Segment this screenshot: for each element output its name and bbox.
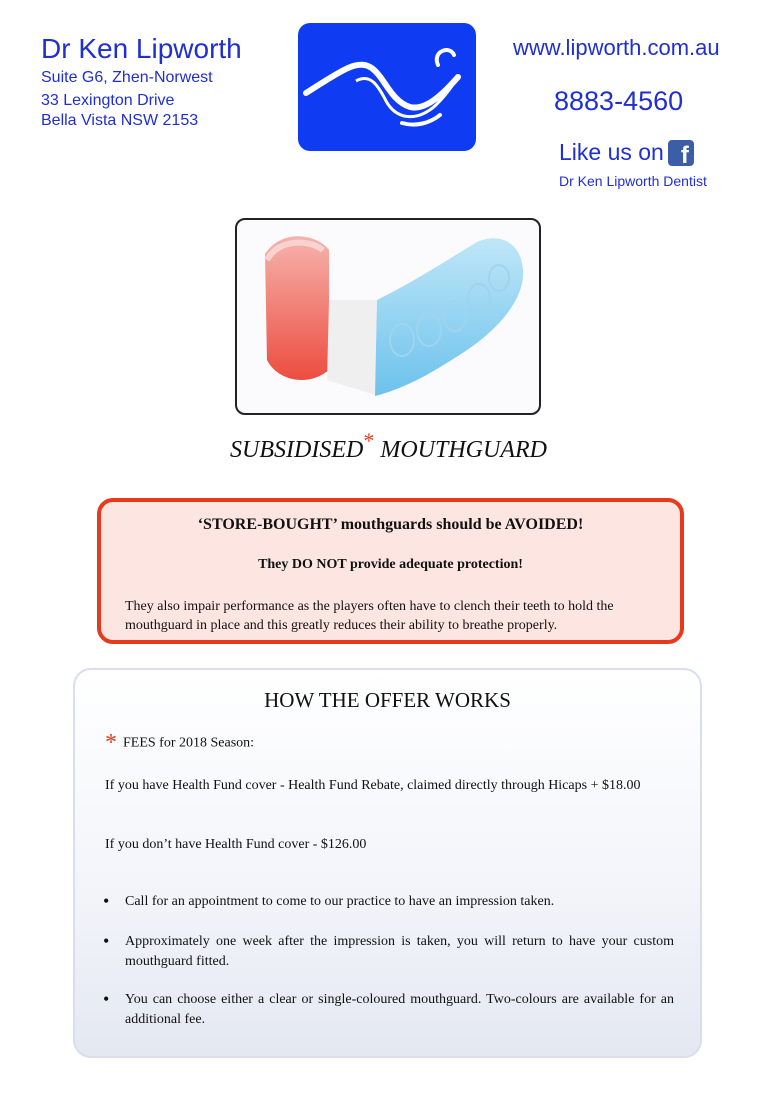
practice-logo bbox=[298, 23, 476, 151]
list-item-text: Call for an appointment to come to our practice to have an impression taken. bbox=[125, 894, 555, 909]
facebook-like[interactable] bbox=[559, 139, 694, 169]
fees-label: FEES for 2018 Season: bbox=[123, 735, 255, 751]
warning-box bbox=[97, 498, 684, 644]
facebook-page-name[interactable]: Dr Ken Lipworth Dentist bbox=[559, 173, 707, 189]
warning-body: They also impair performance as the players often have to clench their teeth to hold the mouthguard in place and this greatly reduces their ability to breathe properly. bbox=[125, 599, 614, 633]
website-link[interactable]: www.lipworth.com.au bbox=[513, 35, 720, 60]
list-item bbox=[103, 990, 674, 1030]
title-text-2: MOUTHGUARD bbox=[380, 437, 547, 463]
fee-with-health-fund: If you have Health Fund cover - Health Fund Rebate, claimed directly through Hicaps + $18.00 bbox=[105, 778, 641, 793]
list-item bbox=[103, 932, 674, 972]
address-line-3: Bella Vista NSW 2153 bbox=[41, 112, 199, 129]
bullet-dot: • bbox=[103, 989, 110, 1009]
fees-label-row bbox=[105, 730, 254, 757]
fees-asterisk: * bbox=[105, 730, 117, 756]
list-item-text: You can choose either a clear or single-coloured mouthguard. Two-colours are available for an additional fee. bbox=[125, 992, 674, 1027]
fee-without-health-fund: If you don’t have Health Fund cover - $126.00 bbox=[105, 837, 367, 852]
list-item bbox=[103, 892, 674, 912]
warning-subheading: They DO NOT provide adequate protection! bbox=[258, 557, 523, 572]
title-text: SUBSIDISED bbox=[230, 437, 364, 463]
facebook-icon[interactable]: f bbox=[668, 140, 694, 166]
dentist-name: Dr Ken Lipworth bbox=[41, 33, 242, 64]
address-line-2: 33 Lexington Drive bbox=[41, 92, 175, 109]
mouthguard-photo bbox=[235, 218, 541, 415]
bullet-dot: • bbox=[103, 891, 110, 911]
address-line-1: Suite G6, Zhen-Norwest bbox=[41, 69, 213, 86]
offer-heading: HOW THE OFFER WORKS bbox=[264, 688, 511, 712]
like-label: Like us on bbox=[559, 139, 664, 165]
list-item-text: Approximately one week after the impression is taken, you will return to have your custom mouthguard fitted. bbox=[125, 934, 674, 969]
bullet-dot: • bbox=[103, 931, 110, 951]
warning-heading: ‘STORE-BOUGHT’ mouthguards should be AVOIDED! bbox=[197, 516, 584, 533]
page-title bbox=[0, 428, 777, 464]
offer-box bbox=[73, 668, 702, 1058]
title-asterisk: * bbox=[363, 428, 375, 453]
phone-number: 8883-4560 bbox=[554, 86, 684, 116]
